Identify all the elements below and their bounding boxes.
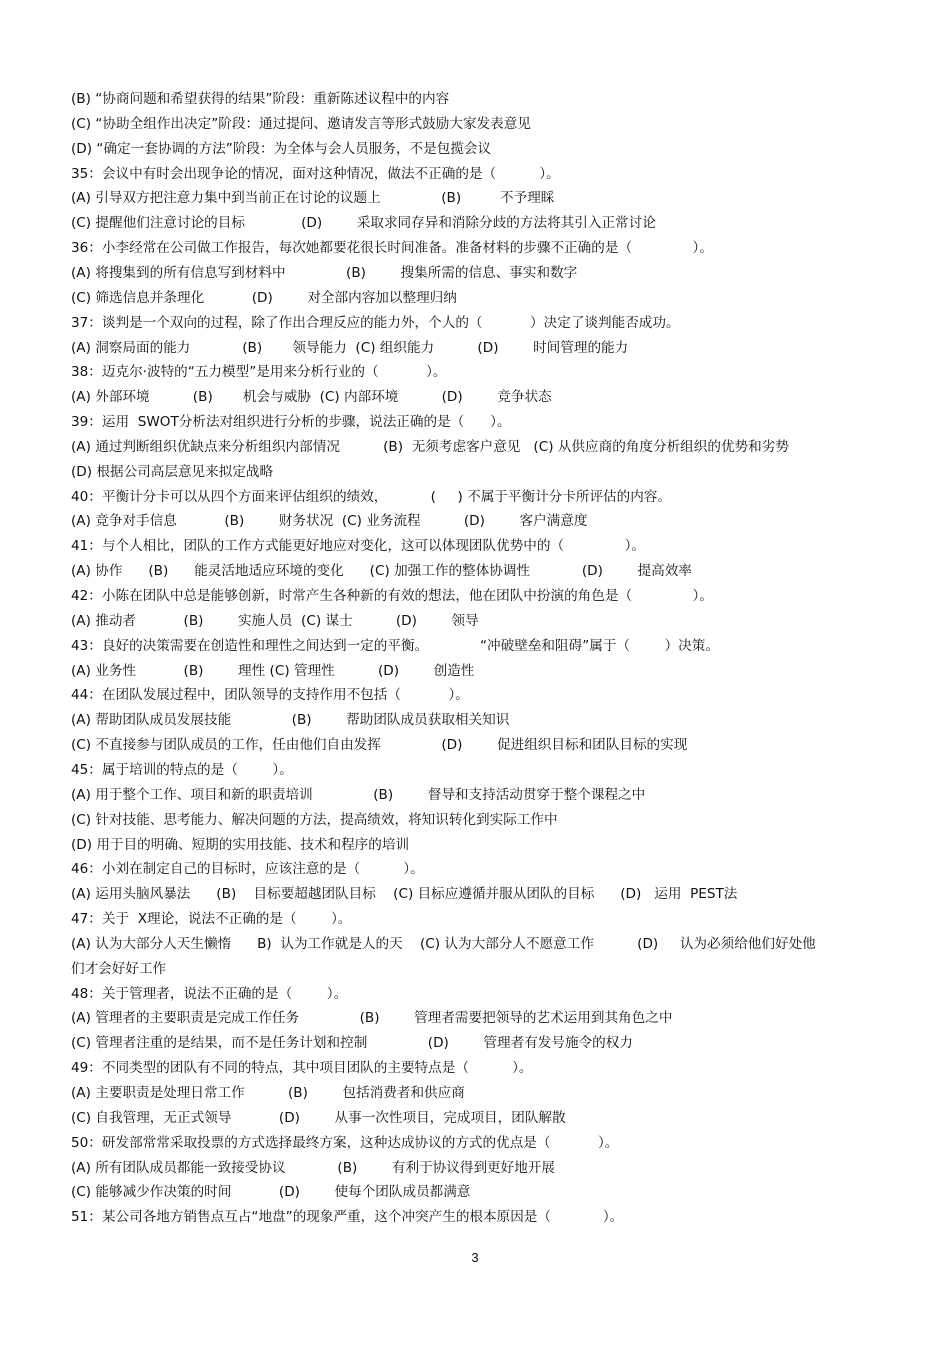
- text-line: (A) 推动者 (B) 实施人员 (C) 谋士 (D) 领导: [71, 612, 479, 629]
- text-line: (A) 洞察局面的能力 (B) 领导能力 (C) 组织能力 (D) 时间管理的能力: [71, 339, 629, 356]
- text-line: 51：某公司各地方销售点互占“地盘”的现象严重，这个冲突产生的根本原因是（ ）。: [71, 1209, 624, 1226]
- text-line: (A) 引导双方把注意力集中到当前正在讨论的议题上 (B) 不予理睬: [71, 190, 555, 207]
- text-line: (C) 能够减少作决策的时间 (D) 使每个团队成员都满意: [71, 1184, 471, 1201]
- text-line: (A) 用于整个工作、项目和新的职责培训 (B) 督导和支持活动贯穿于整个课程之中: [71, 786, 646, 803]
- text-line: (D) “确定一套协调的方法”阶段：为全体与会人员服务，不是包揽会议: [71, 140, 492, 157]
- text-line: (C) 管理者注重的是结果，而不是任务计划和控制 (D) 管理者有发号施令的权力: [71, 1035, 633, 1052]
- text-line: 43：良好的决策需要在创造性和理性之间达到一定的平衡。 “冲破壁垒和阻碍”属于（ ）决策。: [71, 637, 719, 654]
- text-line: 40：平衡计分卡可以从四个方面来评估组织的绩效， ( ) 不属于平衡计分卡所评估的内容。: [71, 488, 672, 505]
- text-line: 45：属于培训的特点的是（ ）。: [71, 761, 293, 778]
- text-line: 38：迈克尔·波特的“五力模型”是用来分析行业的（ ）。: [71, 364, 447, 381]
- text-line: (A) 认为大部分人天生懒惰 B) 认为工作就是人的天 (C) 认为大部分人不愿意工作 (D) 认为必须给他们好处他: [71, 935, 816, 952]
- text-line: 44：在团队发展过程中，团队领导的支持作用不包括（ ）。: [71, 687, 469, 704]
- text-line: (C) 针对技能、思考能力、解决问题的方法，提高绩效，将知识转化到实际工作中: [71, 811, 558, 828]
- text-line: 47：关于 X理论，说法不正确的是（ ）。: [71, 911, 352, 928]
- text-line: (B) “协商问题和希望获得的结果”阶段：重新陈述议程中的内容: [71, 91, 450, 107]
- text-line: (A) 管理者的主要职责是完成工作任务 (B) 管理者需要把领导的艺术运用到其角色之中: [71, 1010, 673, 1027]
- text-line: (D) 根据公司高层意见来拟定战略: [71, 463, 274, 480]
- text-line: (A) 将搜集到的所有信息写到材料中 (B) 搜集所需的信息、事实和数字: [71, 264, 578, 281]
- text-line: (C) 不直接参与团队成员的工作，任由他们自由发挥 (D) 促进组织目标和团队目标的实现: [71, 737, 688, 754]
- text-line: (C) 提醒他们注意讨论的目标 (D) 采取求同存异和消除分歧的方法将其引入正常讨论: [71, 215, 656, 232]
- text-line: 49：不同类型的团队有不同的特点，其中项目团队的主要特点是（ ）。: [71, 1060, 533, 1077]
- text-line: 们才会好好工作: [71, 960, 167, 977]
- text-line: (A) 运用头脑风暴法 (B) 目标要超越团队目标 (C) 目标应遵循并服从团队的目标 (D) 运用 PEST法: [71, 886, 738, 903]
- text-line: 41：与个人相比，团队的工作方式能更好地应对变化，这可以体现团队优势中的（ ）。: [71, 538, 645, 555]
- text-line: 42：小陈在团队中总是能够创新，时常产生各种新的有效的想法，他在团队中扮演的角色是（ ）。: [71, 588, 713, 604]
- text-line: (A) 竞争对手信息 (B) 财务状况 (C) 业务流程 (D) 客户满意度: [71, 513, 588, 530]
- text-line: 37：谈判是一个双向的过程，除了作出合理反应的能力外，个人的（ ）决定了谈判能否成功。: [71, 314, 680, 331]
- text-line: (A) 所有团队成员都能一致接受协议 (B) 有利于协议得到更好地开展: [71, 1159, 556, 1176]
- page-number: 3: [471, 1250, 479, 1265]
- text-line: (A) 业务性 (B) 理性 (C) 管理性 (D) 创造性: [71, 662, 475, 679]
- text-line: (D) 用于目的明确、短期的实用技能、技术和程序的培训: [71, 836, 410, 853]
- text-line: (A) 主要职责是处理日常工作 (B) 包括消费者和供应商: [71, 1085, 465, 1101]
- text-line: 35：会议中有时会出现争论的情况，面对这种情况，做法不正确的是（ ）。: [71, 165, 560, 182]
- text-line: (C) 自我管理，无正式领导 (D) 从事一次性项目，完成项目，团队解散: [71, 1109, 566, 1126]
- text-line: 39：运用 SWOT分析法对组织进行分析的步骤，说法正确的是（ ）。: [71, 414, 511, 431]
- text-line: 36：小李经常在公司做工作报告，每次她都要花很长时间准备。准备材料的步骤不正确的是（ ）。: [71, 240, 713, 257]
- text-line: (C) “协助全组作出决定”阶段：通过提问、邀请发言等形式鼓励大家发表意见: [71, 115, 531, 132]
- text-line: (A) 外部环境 (B) 机会与威胁 (C) 内部环境 (D) 竞争状态: [71, 389, 552, 406]
- text-line: 46：小刘在制定自己的目标时，应该注意的是（ ）。: [71, 861, 424, 878]
- text-line: 48：关于管理者，说法不正确的是（ ）。: [71, 985, 348, 1002]
- text-line: (A) 通过判断组织优缺点来分析组织内部情况 (B) 无须考虑客户意见 (C) 从供应商的角度分析组织的优势和劣势: [71, 438, 789, 455]
- text-line: (A) 协作 (B) 能灵活地适应环境的变化 (C) 加强工作的整体协调性 (D) 提高效率: [71, 563, 692, 580]
- text-line: 50：研发部常常采取投票的方式选择最终方案，这种达成协议的方式的优点是（ ）。: [71, 1134, 619, 1151]
- text-line: (C) 筛选信息并条理化 (D) 对全部内容加以整理归纳: [71, 289, 457, 306]
- text-line: (A) 帮助团队成员发展技能 (B) 帮助团队成员获取相关知识: [71, 712, 510, 729]
